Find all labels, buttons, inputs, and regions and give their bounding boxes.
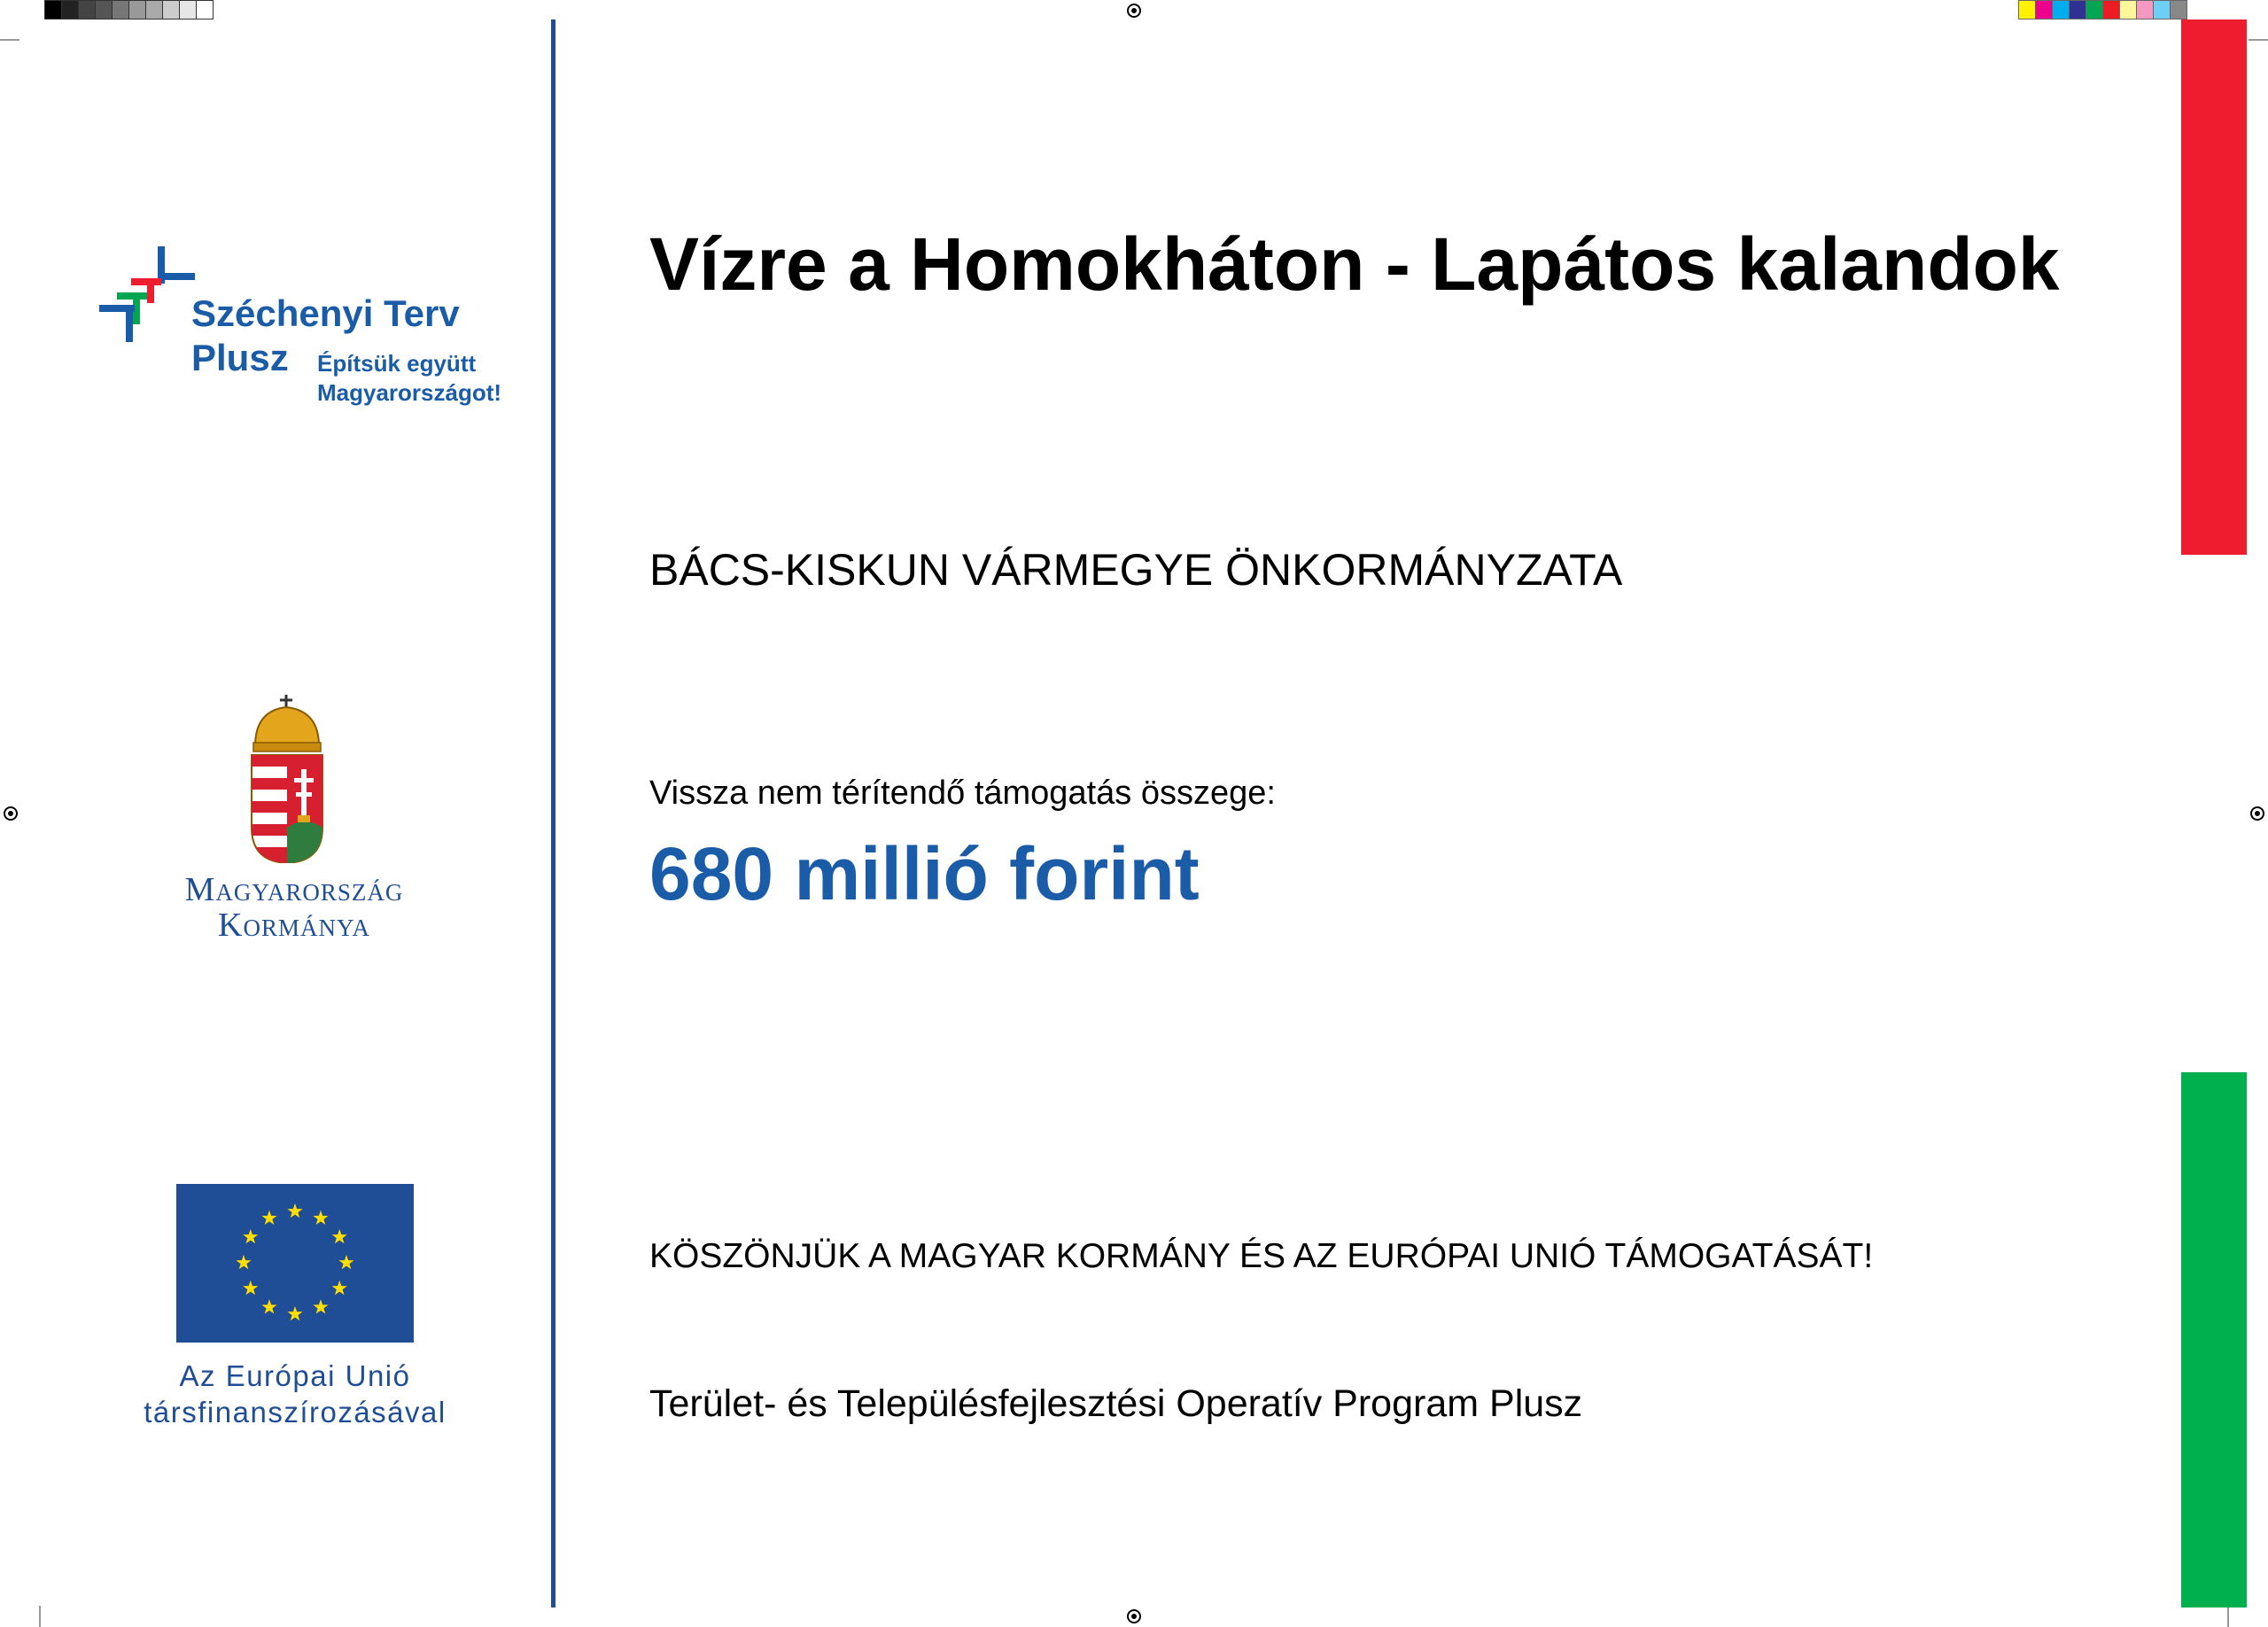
eu-cofinancing-text: Az Európai Unió társfinanszírozásával [144, 1359, 447, 1428]
szechenyi-logo-tagline: Építsük együtt Magyarországot! [317, 350, 502, 406]
szechenyi-logo-name: Széchenyi Terv [191, 292, 460, 334]
registration-mark-icon [1127, 1609, 1141, 1623]
flag-red-bar [2181, 19, 2247, 555]
grant-label: Vissza nem térítendő támogatás összege: [649, 775, 1276, 812]
szechenyi-logo-suffix: Plusz [191, 337, 289, 378]
beneficiary-name: BÁCS-KISKUN VÁRMEGYE ÖNKORMÁNYZATA [649, 545, 1623, 595]
project-title: Vízre a Homokháton - Lapátos kalandok [649, 222, 2060, 306]
registration-mark-icon [1127, 4, 1141, 18]
color-calibration-strip [2018, 0, 2186, 19]
crop-mark [2249, 39, 2268, 41]
coat-of-arms-icon [248, 695, 337, 863]
program-name: Terület- és Településfejlesztési Operatív Program Plusz [649, 1382, 1583, 1425]
grayscale-calibration-strip [44, 0, 213, 19]
grant-amount: 680 millió forint [649, 832, 1200, 915]
crop-mark [39, 1606, 41, 1627]
crop-mark [2227, 1606, 2229, 1627]
vertical-divider [551, 19, 555, 1608]
government-logo-text: Magyarország Kormánya [184, 871, 404, 944]
flag-green-bar [2181, 1072, 2247, 1608]
crop-mark [0, 39, 19, 41]
szechenyi-cross-icon [97, 246, 195, 344]
registration-mark-icon [2250, 806, 2264, 821]
eu-flag-icon [176, 1184, 414, 1343]
registration-mark-icon [4, 806, 18, 821]
thanks-text: KÖSZÖNJÜK A MAGYAR KORMÁNY ÉS AZ EURÓPAI UNIÓ TÁMOGATÁSÁT! [649, 1237, 1874, 1275]
